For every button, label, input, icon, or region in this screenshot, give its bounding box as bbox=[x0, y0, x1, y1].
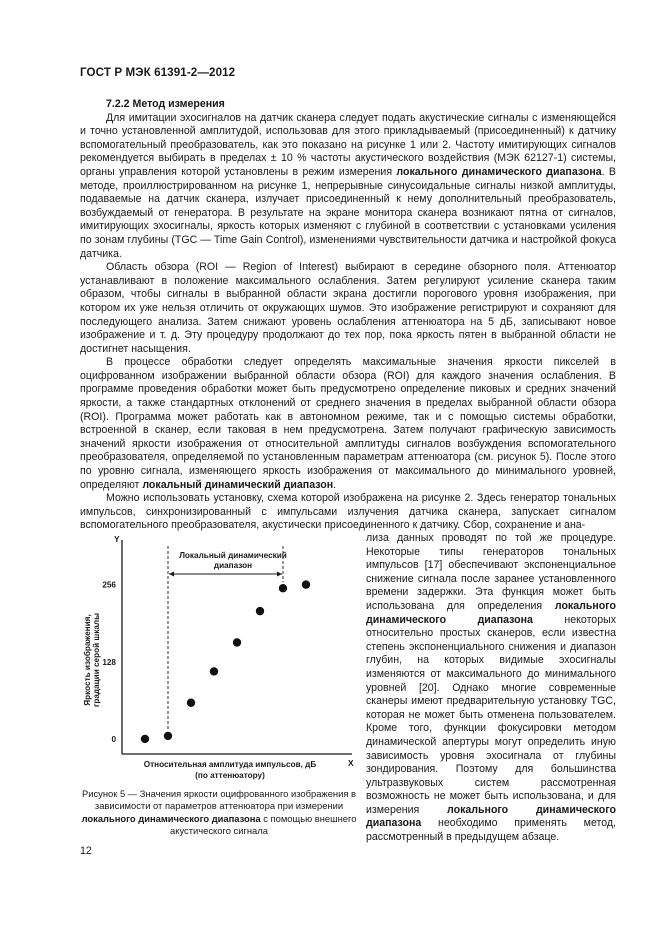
data-point bbox=[256, 607, 264, 615]
paragraph-2: Область обзора (ROI — Region of Interest) выбирают в середине обзорного поля. Аттенюатор устанавливают в положение максимального ослабления. Затем регулируют усиление сканера таким образом, чтобы сигналы в выбранной области экрана достигли порогового уровня изображения, при котором их уже нельзя отличить от окружающих шумов. Это изображение регистрируют и сохраняют для последующего анализа. Затем снижают уровень ослабления аттенюатора на 5 дБ, записывают новое изображение и т. д. Эту процедуру продолжают до тех пор, пока яркость пятен в выбранной области не достигнет насыщения. bbox=[80, 261, 616, 355]
y-tick-label: 0 bbox=[111, 734, 116, 744]
paragraph-1: Для имитации эхосигналов на датчик сканера следует подать акустические сигналы с изменяющейся и точно установленной амплитудой, использовав для этого прикладываемый (присоединенный) к датчику вспомогательный преобразователь, как это показано на рисунке 1 или 2. Частоту имитирующих сигналов рекомендуется выбирать в пределах ± 10 % частоты акустического воздействия (МЭК 62127-1) системы, органы управления которой установлены в режим измерения локального динамического диапазона. В методе, проиллюстрированном на рисунке 1, непрерывные синусоидальные сигналы низкой амплитуды, подаваемые на датчик сканера, излучает присоединенный к нему дополнительный преобразователь, возбуждаемый от генератора. В результате на экране монитора сканера возникают пятна от сигналов, имитирующих эхосигналы, яркость которых изменяют с глубиной в соответствии с установками усиления по зонам глубины (TGC — Time Gain Control), изменениями чувствительности датчика и настройкой фокуса датчика. bbox=[80, 111, 616, 260]
data-point bbox=[187, 699, 195, 707]
annotation-arrow-right-head bbox=[277, 572, 282, 577]
side-text: лиза данных проводят по той же процедуре. Некоторые типы генераторов тональных импульсов [17] обеспечивают экспоненциальное снижение сигнала после заранее установленного времени задержки. Эта функция может быть использована для определения локального динамического диапазона некоторых относительно простых сканеров, если известна степень экспоненциального снижения и диапазон глубин, на которых видимые эхосигналы изменяются от максимального до минимального уровней [20]. Однако многие современные сканеры имеют предварительную установку TGC, которая не может быть отменена пользователем. Кроме того, функции фокусировки методом динамической апертуры могут определить иную зависимость уровня эхосигнала от глубины зондирования. Поэтому для большинства ультразвуковых систем рассмотренная возможность не может быть использована, и для измерения локального динамического диапазона необходимо применять метод, рассмотренный в предыдущем абзаце. bbox=[366, 532, 616, 844]
figure-caption: Рисунок 5 — Значения яркости оцифрованного изображения в зависимости от параметров аттенюатора при измерении локального динамического диапазона с помощью внешнего акустического сигнала bbox=[81, 788, 357, 837]
paragraph-3: В процессе обработки следует определять максимальные значения яркости пикселей в оцифрованном изображении выбранной области обзора (ROI) для каждого значения ослабления. В программе проведения обработки может быть предусмотрено определение пиковых и средних значений яркости, а также стандартных отклонений от среднего значения в пределах выбранной области обзора (ROI). Программа может работать как в автономном режиме, так и с помощью системы обработки, встроенной в сканер, если таковая в нем предусмотрена. Затем получают графическую зависимость значений яркости изображения от относительной амплитуды сигналов возбуждения вспомогательного преобразователя, определяемой по установленным параметрам аттенюатора (см. рисунок 5). После этого по уровню сигнала, изменяющего яркость изображения от максимального до минимального уровней, определяют локальный динамический диапазон. bbox=[80, 356, 616, 491]
annotation-line2: диапазон bbox=[213, 561, 253, 570]
data-point bbox=[141, 735, 149, 743]
document-header: ГОСТ Р МЭК 61391-2—2012 bbox=[80, 66, 236, 79]
paragraph-4: Можно использовать установку, схема которой изображена на рисунке 2. Здесь генератор тональных импульсов, синхронизированный с импульсами излучения датчика сканера, запускает сигналом вспомогательного преобразователя, акустически присоединенного к датчику. Сбор, сохранение и ана- bbox=[80, 492, 616, 532]
y-axis-label-line1: Яркость изображения, bbox=[83, 614, 92, 706]
y-tick-label: 256 bbox=[102, 580, 116, 590]
data-point bbox=[164, 732, 172, 740]
y-axis-label-line2: градации серой шкалы bbox=[92, 612, 101, 708]
data-point bbox=[279, 584, 287, 592]
section-heading: 7.2.2 Метод измерения bbox=[106, 98, 225, 110]
y-tick-label: 128 bbox=[102, 657, 116, 667]
page-number: 12 bbox=[80, 845, 92, 857]
data-point bbox=[302, 580, 310, 588]
x-axis-label-line1: Относительная амплитуда импульсов, дБ bbox=[143, 760, 317, 769]
brightness-chart bbox=[80, 532, 358, 784]
data-point bbox=[233, 638, 241, 646]
data-point bbox=[210, 667, 218, 675]
annotation-arrow-left-head bbox=[169, 572, 174, 577]
x-axis-label-line2: (по аттенюатору) bbox=[195, 771, 265, 780]
annotation-line1: Локальный динамический bbox=[179, 551, 287, 560]
x-axis-letter: X bbox=[348, 758, 354, 768]
main-text bbox=[80, 98, 616, 533]
y-axis-letter: Y bbox=[114, 534, 120, 544]
